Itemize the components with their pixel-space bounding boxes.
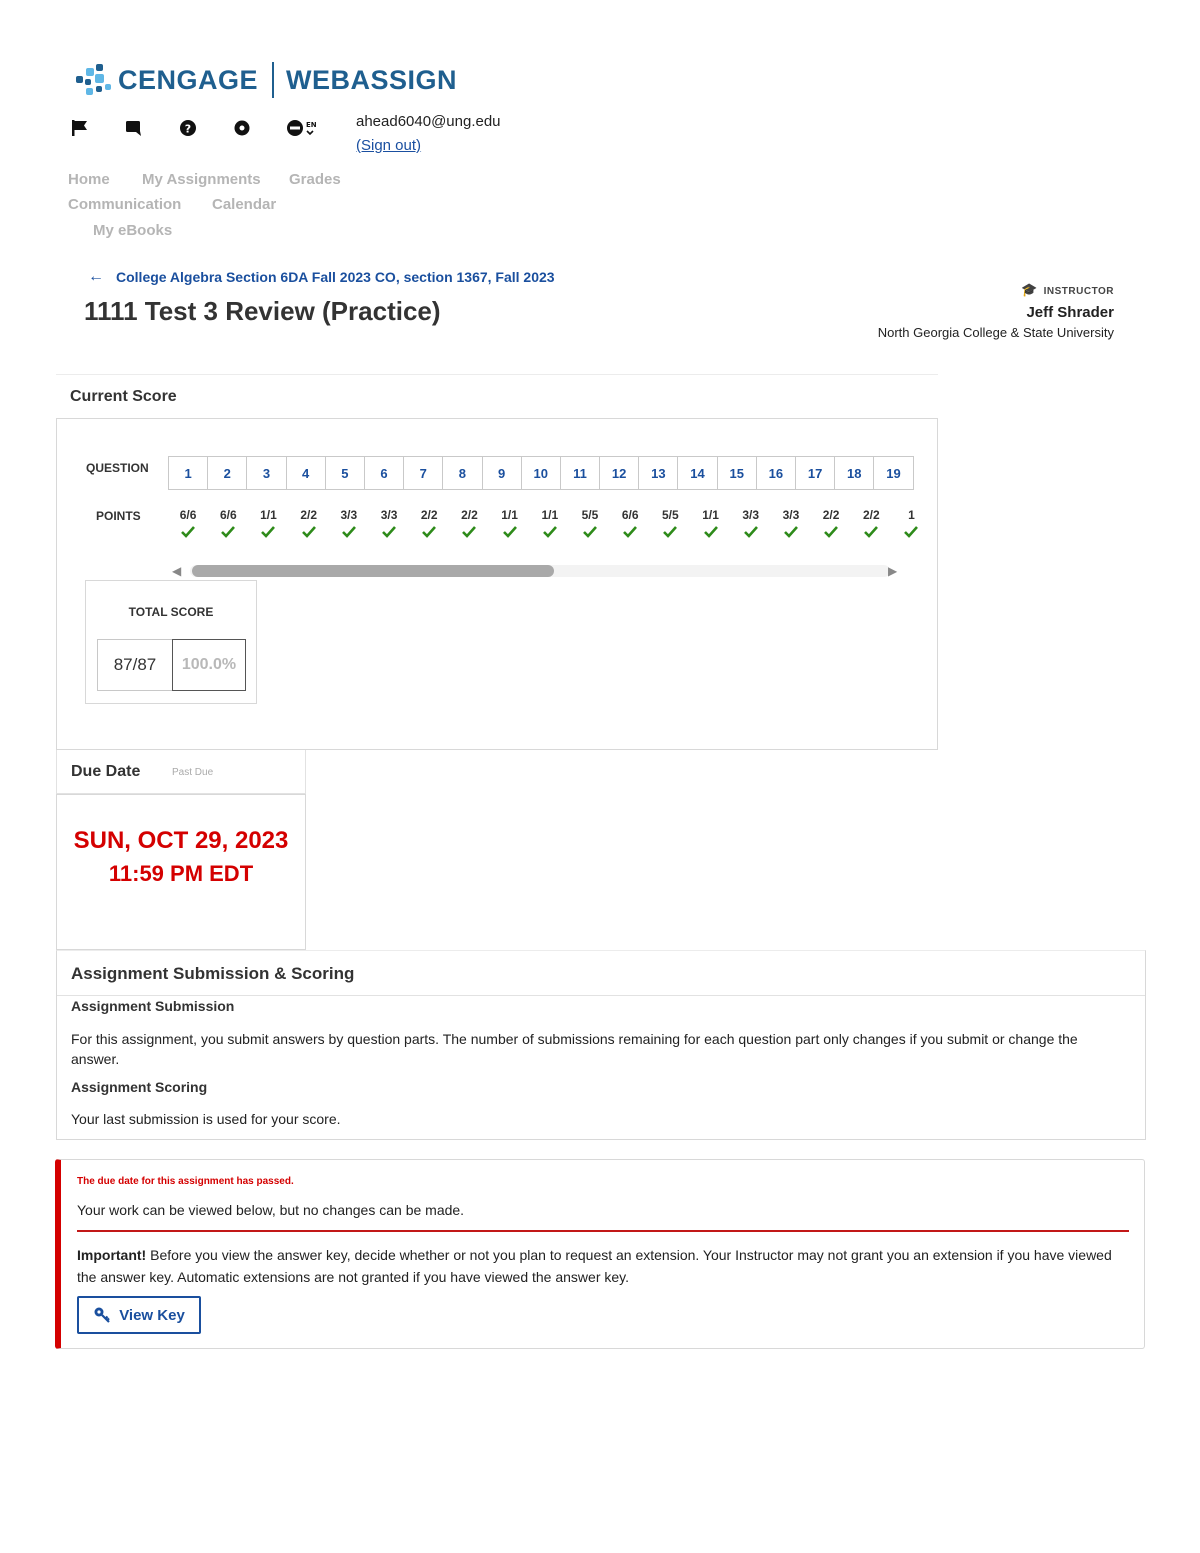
correct-check-icon bbox=[622, 525, 638, 539]
svg-text:EN: EN bbox=[306, 121, 317, 129]
question-link[interactable]: 12 bbox=[599, 456, 639, 490]
due-date-heading: Due Date bbox=[71, 763, 141, 780]
question-row-label: QUESTION bbox=[86, 461, 149, 475]
score-scrollbar[interactable] bbox=[168, 562, 908, 580]
question-grid bbox=[168, 456, 908, 490]
back-to-class-link[interactable] bbox=[88, 268, 555, 286]
svg-text:?: ? bbox=[184, 122, 192, 136]
due-date-value: SUN, OCT 29, 2023 bbox=[73, 827, 289, 854]
points-cell bbox=[891, 508, 931, 539]
question-link[interactable]: 5 bbox=[325, 456, 365, 490]
logo-divider bbox=[272, 62, 274, 98]
correct-check-icon bbox=[823, 525, 839, 539]
graduation-cap-icon: 🎓 bbox=[1020, 282, 1038, 297]
question-link[interactable]: 9 bbox=[482, 456, 522, 490]
language-selector-icon[interactable] bbox=[286, 118, 320, 138]
correct-check-icon bbox=[783, 525, 799, 539]
submission-subtitle: Assignment Submission bbox=[71, 998, 235, 1014]
points-value: 1/1 bbox=[702, 508, 719, 522]
scroll-thumb[interactable] bbox=[192, 565, 554, 577]
past-due-badge: Past Due bbox=[172, 767, 214, 778]
points-value: 1/1 bbox=[541, 508, 559, 522]
instructor-label: INSTRUCTOR bbox=[1043, 286, 1114, 297]
correct-check-icon bbox=[662, 525, 678, 539]
total-score-label: TOTAL SCORE bbox=[128, 605, 214, 619]
brand-cengage: CENGAGE bbox=[118, 64, 259, 95]
question-link[interactable]: 1 bbox=[168, 456, 208, 490]
question-link[interactable]: 15 bbox=[717, 456, 757, 490]
points-cell bbox=[490, 508, 530, 539]
question-link[interactable]: 19 bbox=[873, 456, 913, 490]
submission-scoring-panel bbox=[56, 950, 1146, 1140]
question-link[interactable]: 13 bbox=[638, 456, 678, 490]
page-title: 1111 Test 3 Review (Practice) bbox=[84, 296, 441, 326]
question-link[interactable]: 16 bbox=[756, 456, 796, 490]
points-value: 6/6 bbox=[219, 508, 237, 522]
nav-communication[interactable]: Communication bbox=[68, 196, 182, 213]
current-score-header bbox=[56, 374, 938, 418]
points-cell bbox=[650, 508, 690, 539]
points-cell bbox=[289, 508, 329, 539]
points-cell bbox=[449, 508, 489, 539]
points-cell bbox=[731, 508, 771, 539]
class-breadcrumb: College Algebra Section 6DA Fall 2023 CO, section 1367, Fall 2023 bbox=[116, 269, 555, 285]
correct-check-icon bbox=[903, 525, 919, 539]
correct-check-icon bbox=[341, 525, 357, 539]
scoring-text: Your last submission is used for your score. bbox=[71, 1111, 341, 1127]
important-note bbox=[77, 1244, 1127, 1288]
instructor-name: Jeff Shrader bbox=[1026, 304, 1114, 321]
due-time-value: 11:59 PM EDT bbox=[108, 861, 254, 886]
points-cell bbox=[570, 508, 610, 539]
alert-due-passed: The due date for this assignment has passed. bbox=[77, 1176, 294, 1187]
nav-my-ebooks[interactable]: My eBooks bbox=[93, 222, 173, 239]
nav-home[interactable]: Home bbox=[68, 171, 110, 188]
points-value: 3/3 bbox=[340, 508, 358, 522]
correct-check-icon bbox=[301, 525, 317, 539]
view-key-button[interactable] bbox=[77, 1296, 201, 1334]
points-value: 1/1 bbox=[260, 508, 277, 522]
points-cell bbox=[329, 508, 369, 539]
current-score-heading: Current Score bbox=[70, 388, 177, 405]
due-date-header bbox=[56, 750, 306, 794]
messages-icon[interactable] bbox=[124, 118, 144, 138]
question-link[interactable]: 7 bbox=[403, 456, 443, 490]
nav-grades[interactable]: Grades bbox=[289, 171, 341, 188]
points-cell bbox=[690, 508, 730, 539]
important-label: Important! bbox=[77, 1247, 147, 1263]
settings-gear-icon[interactable] bbox=[232, 118, 252, 138]
correct-check-icon bbox=[502, 525, 518, 539]
points-value: 3/3 bbox=[782, 508, 800, 522]
points-value: 1/1 bbox=[501, 508, 518, 522]
points-cell bbox=[771, 508, 811, 539]
correct-check-icon bbox=[582, 525, 598, 539]
points-value: 2/2 bbox=[822, 508, 840, 522]
correct-check-icon bbox=[260, 525, 276, 539]
points-value: 5/5 bbox=[662, 508, 679, 522]
instructor-info bbox=[878, 282, 1114, 340]
correct-check-icon bbox=[542, 525, 558, 539]
total-score-box bbox=[85, 580, 257, 704]
nav-calendar[interactable]: Calendar bbox=[212, 196, 277, 213]
correct-check-icon bbox=[180, 525, 196, 539]
points-cell bbox=[530, 508, 570, 539]
alert-message: Your work can be viewed below, but no changes can be made. bbox=[77, 1202, 465, 1218]
question-link[interactable]: 4 bbox=[286, 456, 326, 490]
points-value: 6/6 bbox=[179, 508, 197, 522]
instructor-label-row bbox=[878, 282, 1114, 298]
question-link[interactable]: 11 bbox=[560, 456, 600, 490]
points-cell bbox=[168, 508, 208, 539]
points-cell bbox=[248, 508, 288, 539]
points-value: 2/2 bbox=[420, 508, 438, 522]
scoring-subtitle: Assignment Scoring bbox=[71, 1079, 208, 1095]
cengage-logo-mark-icon bbox=[74, 62, 112, 98]
question-link[interactable]: 8 bbox=[442, 456, 482, 490]
utility-bar bbox=[70, 118, 354, 138]
points-cell bbox=[610, 508, 650, 539]
correct-check-icon bbox=[381, 525, 397, 539]
sign-out-link[interactable]: (Sign out) bbox=[356, 137, 422, 154]
alert-divider bbox=[77, 1230, 1129, 1232]
points-grid bbox=[168, 508, 915, 539]
scroll-left-icon[interactable]: ◀ bbox=[172, 564, 182, 578]
cengage-webassign-logo[interactable] bbox=[74, 62, 457, 98]
due-date-panel bbox=[56, 794, 306, 950]
view-key-label: View Key bbox=[119, 1306, 185, 1324]
past-due-alert bbox=[55, 1159, 1145, 1349]
points-cell bbox=[369, 508, 409, 539]
question-link[interactable]: 2 bbox=[207, 456, 247, 490]
submission-heading: Assignment Submission & Scoring bbox=[71, 964, 355, 983]
points-value: 6/6 bbox=[621, 508, 639, 522]
question-link[interactable]: 3 bbox=[246, 456, 286, 490]
user-email: ahead6040@ung.edu bbox=[356, 113, 501, 130]
key-icon bbox=[93, 1306, 111, 1324]
points-value: 2/2 bbox=[461, 508, 478, 522]
important-text: Before you view the answer key, decide whether or not you plan to request an extension. Your Instructor may not grant you an extension if you have viewed the answer key. Automatic extensions are not granted if you have viewed the answer key. bbox=[77, 1247, 1112, 1285]
divider bbox=[57, 995, 1145, 996]
correct-check-icon bbox=[703, 525, 719, 539]
points-cell bbox=[409, 508, 449, 539]
total-score-percent: 100.0% bbox=[172, 639, 246, 691]
scroll-right-icon[interactable]: ▶ bbox=[888, 564, 898, 578]
correct-check-icon bbox=[421, 525, 437, 539]
question-link[interactable]: 14 bbox=[677, 456, 717, 490]
brand-webassign: WEBASSIGN bbox=[286, 64, 458, 95]
points-value: 3/3 bbox=[380, 508, 398, 522]
correct-check-icon bbox=[743, 525, 759, 539]
points-cell bbox=[208, 508, 248, 539]
instructor-school: North Georgia College & State University bbox=[877, 325, 1114, 340]
correct-check-icon bbox=[863, 525, 879, 539]
total-score-value: 87/87 bbox=[97, 639, 173, 691]
nav-my-assignments[interactable]: My Assignments bbox=[142, 171, 261, 188]
points-cell bbox=[811, 508, 851, 539]
flag-icon[interactable] bbox=[70, 118, 90, 138]
question-link[interactable]: 10 bbox=[521, 456, 561, 490]
help-icon[interactable] bbox=[178, 118, 198, 138]
points-row-label: POINTS bbox=[96, 509, 141, 523]
correct-check-icon bbox=[220, 525, 236, 539]
points-value: 3/3 bbox=[742, 508, 760, 522]
correct-check-icon bbox=[461, 525, 477, 539]
question-link[interactable]: 6 bbox=[364, 456, 404, 490]
points-value: 5/5 bbox=[581, 508, 599, 522]
points-value: 2/2 bbox=[862, 508, 880, 522]
points-value: 1 bbox=[908, 508, 915, 522]
points-value: 2/2 bbox=[300, 508, 317, 522]
question-link[interactable]: 17 bbox=[795, 456, 835, 490]
points-cell bbox=[851, 508, 891, 539]
question-link[interactable]: 18 bbox=[834, 456, 874, 490]
submission-text: For this assignment, you submit answers by question parts. The number of submissions remaining for each question part only changes if you submit or change the answer. bbox=[71, 1031, 1078, 1067]
arrow-left-icon: ← bbox=[88, 268, 104, 285]
